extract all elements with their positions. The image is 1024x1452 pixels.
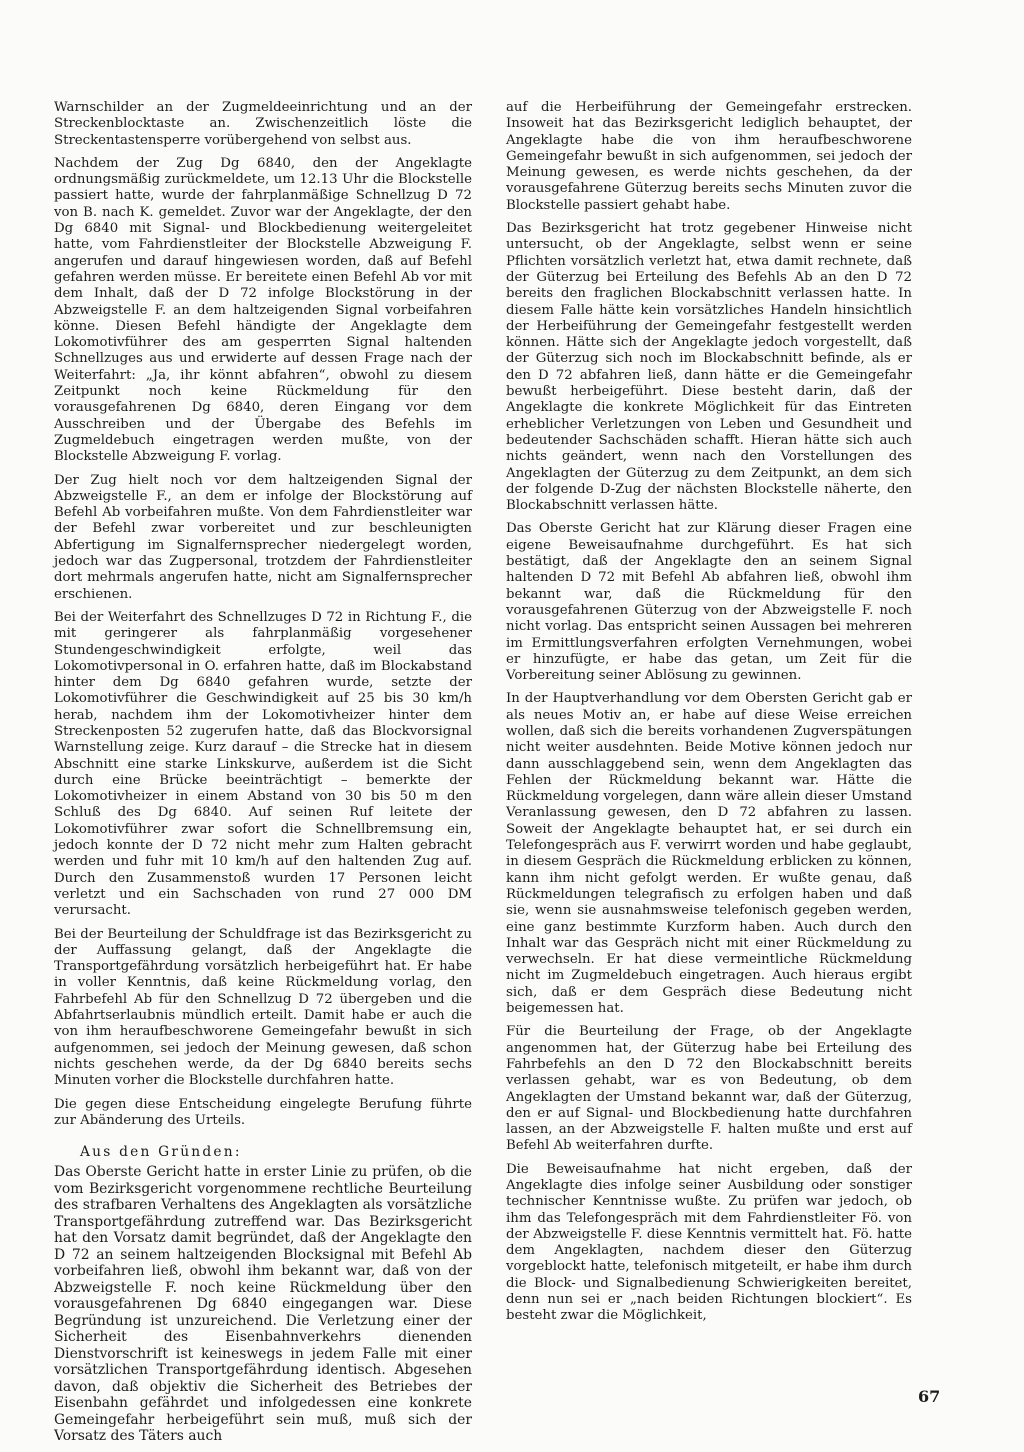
paragraph: Bei der Beurteilung der Schuldfrage ist das Bezirksgericht zu der Auffassung gelangt, daß der Angeklagte die Transportgefährdung vorsätzlich herbeigeführt hat. Er habe in voller Kenntnis, daß keine Rückmeldung vorlag, den Fahrbefehl Ab für den Schnellzug D 72 übergeben und die Abfahrtserlaubnis mündlich erteilt. Damit habe er auch die von ihm heraufbeschworene Gemeingefahr bewußt in sich aufgenommen, sei jedoch der Meinung gewesen, daß schon nichts geschehen werde, da der Dg 6840 bereits sechs Minuten vorher die Blockstelle durchfahren hatte. (54, 926, 472, 1089)
page-number: 67 (918, 1387, 941, 1406)
paragraph: Das Oberste Gericht hatte in erster Linie zu prüfen, ob die vom Bezirksgericht vorgenommene rechtliche Beurteilung des strafbaren Verhaltens des Angeklagten als vorsätzliche Transportgefährdung zutreffend war. Das Bezirksgericht hat den Vorsatz damit begründet, daß der Angeklagte den D 72 an seinem haltzeigenden Blocksignal mit Befehl Ab vorbeifahren ließ, obwohl ihm bekannt war, daß von der Abzweigstelle F. noch keine Rückmeldung über den vorausgefahrenen Dg 6840 eingegangen war. Diese Begründung ist unzureichend. Die Verletzung einer der Sicherheit des Eisenbahnverkehrs dienenden Dienstvorschrift ist keineswegs in jedem Falle mit einer vorsätzlichen Transportgefährdung identisch. Abgesehen davon, daß objektiv die Sicherheit des Betriebes der Eisenbahn gefährdet und infolgedessen eine konkrete Gemeingefahr herbeigeführt sein muß, muß sich der Vorsatz des Täters auch (54, 1164, 472, 1445)
paragraph: Die Beweisaufnahme hat nicht ergeben, daß der Angeklagte dies infolge seiner Ausbildung oder sonstiger technischer Kenntnisse wußte. Zu prüfen war jedoch, ob ihm das Telefongespräch mit dem Fahrdienstleiter Fö. von der Abzweigstelle F. diese Kenntnis vermittelt hat. Fö. hatte dem Angeklagten, nachdem dieser den Güterzug vorgeblockt hatte, telefonisch mitgeteilt, er habe ihm durch die Block- und Signalbedienung Schwierigkeiten bereitet, denn nun sei er „nach beiden Richtungen blockiert“. Es besteht zwar die Möglichkeit, (506, 1161, 912, 1324)
paragraph: Für die Beurteilung der Frage, ob der Angeklagte angenommen hat, der Güterzug habe bei Erteilung des Fahrbefehls an den D 72 den Blockabschnitt bereits verlassen gehabt, war es von Bedeutung, ob dem Angeklagten der Umstand bekannt war, daß der Güterzug, den er auf Signal- und Blockbedienung hatte durchfahren lassen, an der Abzweigstelle F. halten mußte und erst auf Befehl Ab weiterfahren durfte. (506, 1024, 912, 1154)
paragraph: Nachdem der Zug Dg 6840, den der Angeklagte ordnungsmäßig zurückmeldete, um 12.13 Uhr die Blockstelle passiert hatte, wurde der fahrplanmäßige Schnellzug D 72 von B. nach K. gemeldet. Zuvor war der Angeklagte, der den Dg 6840 mit Signal- und Blockbedienung weitergeleitet hatte, vom Fahrdienstleiter der Blockstelle Abzweigung F. angerufen und darauf hingewiesen worden, daß auf Befehl gefahren werden müsse. Er bereitete einen Befehl Ab vor mit dem Inhalt, daß der D 72 infolge Blockstörung in der Abzweigstelle F. an dem haltzeigenden Signal vorbeifahren könne. Diesen Befehl händigte der Angeklagte dem Lokomotivführer des am gesperrten Signal haltenden Schnellzuges aus und erwiderte auf dessen Frage nach der Weiterfahrt: „Ja, ihr könnt abfahren“, obwohl zu diesem Zeitpunkt noch keine Rückmeldung für den vorausgefahrenen Dg 6840, deren Eingang vor dem Ausschreiben und der Übergabe des Befehls im Zugmeldebuch eingetragen werden mußte, von der Blockstelle Abzweigung F. vorlag. (54, 155, 472, 465)
paragraph: Die gegen diese Entscheidung eingelegte Berufung führte zur Abänderung des Urteils. (54, 1096, 472, 1128)
paragraph: Der Zug hielt noch vor dem haltzeigenden Signal der Abzweigstelle F., an dem er infolge der Blockstörung auf Befehl Ab vorbeifahren mußte. Von dem Fahrdienstleiter war der Befehl zwar vorbereitet und zur beschleunigten Abfertigung im Signalfernsprecher niedergelegt worden, jedoch war das Zugpersonal, trotzdem der Fahrdienstleiter dort mehrmals angerufen hatte, nicht am Signalfernsprecher erschienen. (54, 472, 472, 602)
paragraph: Warnschilder an der Zugmeldeeinrichtung und an der Streckenblocktaste an. Zwischenzeitlich löste die Streckentastensperre vorübergehend von selbst aus. (54, 100, 472, 148)
section-heading: Aus den Gründen: (80, 1144, 242, 1161)
paragraph: Das Bezirksgericht hat trotz gegebener Hinweise nicht untersucht, ob der Angeklagte, selbst wenn er seine Pflichten vorsätzlich verletzt hat, etwa damit rechnete, daß der Güterzug bei Erteilung des Befehls Ab an den D 72 bereits den fraglichen Blockabschnitt verlassen hatte. In diesem Falle hätte kein vorsätzliches Handeln hinsichtlich der Herbeiführung der Gemeingefahr festgestellt werden können. Hätte sich der Angeklagte jedoch vorgestellt, daß der Güterzug sich noch im Blockabschnitt befinde, als er den D 72 abfahren ließ, dann hätte er die Gemeingefahr bewußt herbeigeführt. Diese besteht darin, daß der Angeklagte die konkrete Möglichkeit für das Eintreten erheblicher Verletzungen von Leben und Gesundheit und bedeutender Sachschäden schafft. Hieran hätte sich auch nichts geändert, wenn nach den Vorstellungen des Angeklagten der Güterzug zu dem Zeitpunkt, an dem sich der folgende D-Zug der nächsten Blockstelle näherte, den Blockabschnitt verlassen hätte. (506, 221, 912, 514)
right-column (506, 100, 912, 1332)
paragraph: In der Hauptverhandlung vor dem Obersten Gericht gab er als neues Motiv an, er habe auf diese Weise erreichen wollen, daß sich die bereits vorhandenen Zugverspätungen nicht weiter ausdehnten. Beide Motive können jedoch nur dann ausschlaggebend sein, wenn dem Angeklagten das Fehlen der Rückmeldung bekannt war. Hätte die Rückmeldung vorgelegen, dann wäre allein dieser Umstand Veranlassung gewesen, den D 72 abfahren zu lassen. Soweit der Angeklagte behauptet hat, er sei durch ein Telefongespräch aus F. verwirrt worden und habe geglaubt, in diesem Gespräch die Rückmeldung erblicken zu können, kann ihm nicht gefolgt werden. Er wußte genau, daß Rückmeldungen telegrafisch zu erfolgen haben und daß sie, wenn sie ausnahmsweise telefonisch gegeben werden, eine ganz bestimmte Kurzform haben. Auch durch den Inhalt war das Gespräch nicht mit einer Rückmeldung zu verwechseln. Er hat diese vermeintliche Rückmeldung nicht im Zugmeldebuch eingetragen. Auch hieraus ergibt sich, daß er dem Gespräch diese Bedeutung nicht beigemessen hat. (506, 691, 912, 1017)
paragraph: Das Oberste Gericht hat zur Klärung dieser Fragen eine eigene Beweisaufnahme durchgeführt. Es hat sich bestätigt, daß der Angeklagte den an seinem Signal haltenden D 72 mit Befehl Ab abfahren ließ, obwohl ihm bekannt war, daß die Rückmeldung für den vorausgefahrenen Güterzug von der Abzweigstelle F. noch nicht vorlag. Das entspricht seinen Aussagen bei mehreren im Ermittlungsverfahren erfolgten Vernehmungen, wobei er hinzufügte, er habe das getan, um Zeit für die Vorbereitung seiner Ablösung zu gewinnen. (506, 521, 912, 684)
left-column (54, 100, 472, 1452)
paragraph: auf die Herbeiführung der Gemeingefahr erstrecken. Insoweit hat das Bezirksgericht lediglich behauptet, der Angeklagte habe die von ihm heraufbeschworene Gemeingefahr bewußt in sich aufgenommen, sei jedoch der Meinung gewesen, es werde nichts geschehen, da der vorausgefahrene Güterzug bereits sechs Minuten zuvor die Blockstelle passiert gehabt habe. (506, 100, 912, 213)
paragraph: Bei der Weiterfahrt des Schnellzuges D 72 in Richtung F., die mit geringerer als fahrplanmäßig vorgesehener Stundengeschwindigkeit erfolgte, weil das Lokomotivpersonal in O. erfahren hatte, daß im Blockabstand hinter dem Dg 6840 gefahren wurde, setzte der Lokomotivführer die Geschwindigkeit auf 25 bis 30 km/h herab, nachdem ihm der Lokomotivheizer hinter dem Streckenposten 52 zugerufen hatte, daß das Blockvorsignal Warnstellung zeige. Kurz darauf – die Strecke hat in diesem Abschnitt eine starke Linkskurve, außerdem ist die Sicht durch eine Brücke beeinträchtigt – bemerkte der Lokomotivheizer in einem Abstand von 30 bis 50 m den Schluß des Dg 6840. Auf seinen Ruf leitete der Lokomotivführer zwar sofort die Schnellbremsung ein, jedoch konnte der D 72 nicht mehr zum Halten gebracht werden und fuhr mit 10 km/h auf den haltenden Zug auf. Durch den Zusammenstoß wurden 17 Personen leicht verletzt und ein Sachschaden von rund 27 000 DM verursacht. (54, 609, 472, 919)
